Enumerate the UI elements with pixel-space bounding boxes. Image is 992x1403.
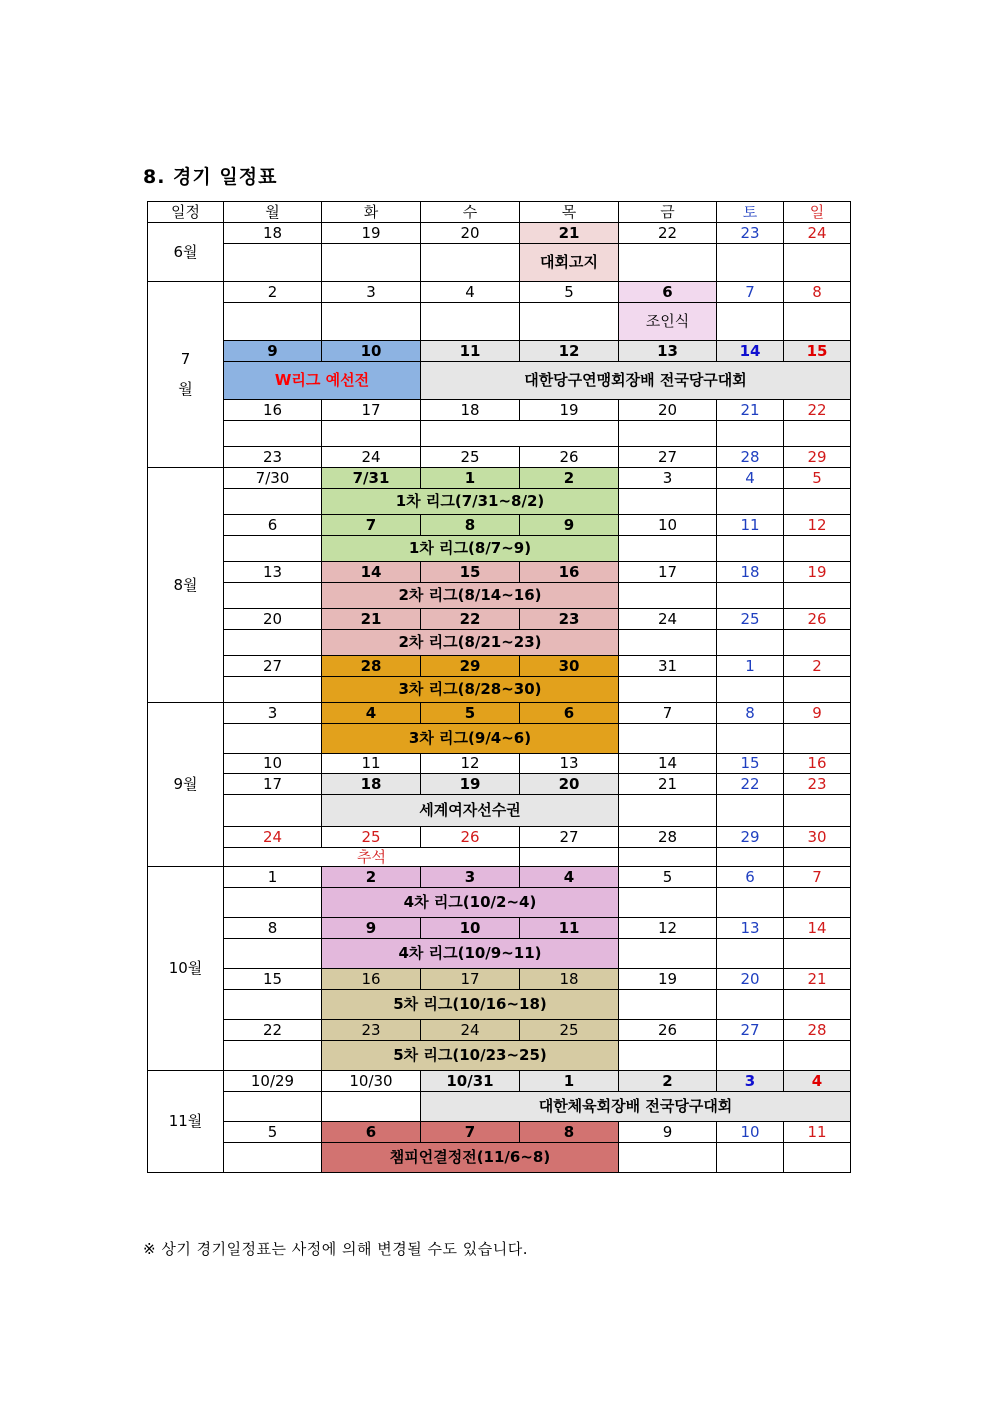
day-cell: 19 xyxy=(619,969,717,990)
day-cell: 31 xyxy=(619,656,717,677)
event-league: 3차 리그(8/28~30) xyxy=(322,677,619,703)
day-cell: 6 xyxy=(322,1122,421,1143)
day-cell: 21 xyxy=(322,609,421,630)
day-cell: 24 xyxy=(322,447,421,468)
day-cell: 4 xyxy=(784,1071,851,1092)
event-row xyxy=(148,583,851,609)
event-championship: 세계여자선수권 xyxy=(322,795,619,827)
day-cell: 17 xyxy=(224,774,322,795)
day-cell: 19 xyxy=(784,562,851,583)
event-tournament: 대한체육회장배 전국당구대회 xyxy=(421,1092,851,1122)
day-cell: 4 xyxy=(520,867,619,888)
day-cell: 22 xyxy=(717,774,784,795)
day-cell: 18 xyxy=(421,400,520,421)
day-cell: 2 xyxy=(619,1071,717,1092)
week-row xyxy=(148,1071,851,1092)
day-cell: 11 xyxy=(784,1122,851,1143)
event-row xyxy=(148,795,851,827)
day-cell: 4 xyxy=(421,282,520,303)
event-row xyxy=(148,489,851,515)
header-cell: 월 xyxy=(224,202,322,223)
day-cell: 7/31 xyxy=(322,468,421,489)
event-row xyxy=(148,303,851,341)
day-cell: 14 xyxy=(784,918,851,939)
day-cell: 17 xyxy=(619,562,717,583)
day-cell: 23 xyxy=(224,447,322,468)
event-row xyxy=(148,1041,851,1071)
day-cell: 30 xyxy=(784,827,851,848)
week-row xyxy=(148,447,851,468)
day-cell: 1 xyxy=(520,1071,619,1092)
header-cell: 일 xyxy=(784,202,851,223)
week-row xyxy=(148,867,851,888)
day-cell: 10/29 xyxy=(224,1071,322,1092)
day-cell: 26 xyxy=(619,1020,717,1041)
week-row xyxy=(148,827,851,848)
event-row xyxy=(148,536,851,562)
event-row xyxy=(148,630,851,656)
day-cell: 5 xyxy=(421,703,520,724)
day-cell: 6 xyxy=(619,282,717,303)
month-label xyxy=(148,282,224,468)
day-cell: 22 xyxy=(421,609,520,630)
event-row xyxy=(148,677,851,703)
day-cell: 16 xyxy=(224,400,322,421)
week-row xyxy=(148,969,851,990)
day-cell: 18 xyxy=(322,774,421,795)
day-cell: 8 xyxy=(224,918,322,939)
day-cell: 5 xyxy=(619,867,717,888)
day-cell: 7/30 xyxy=(224,468,322,489)
day-cell: 9 xyxy=(224,341,322,362)
day-cell: 19 xyxy=(421,774,520,795)
day-cell: 20 xyxy=(520,774,619,795)
schedule-table xyxy=(147,201,851,1173)
day-cell: 10 xyxy=(224,754,322,774)
month-label: 9월 xyxy=(148,703,224,867)
month-label-part: 월 xyxy=(178,380,193,398)
day-cell: 5 xyxy=(520,282,619,303)
day-cell: 25 xyxy=(421,447,520,468)
day-cell: 15 xyxy=(421,562,520,583)
day-cell: 12 xyxy=(520,341,619,362)
event-ceremony: 조인식 xyxy=(619,303,717,341)
day-cell: 21 xyxy=(784,969,851,990)
day-cell: 7 xyxy=(619,703,717,724)
event-row xyxy=(148,1092,851,1122)
day-cell: 10/30 xyxy=(322,1071,421,1092)
day-cell: 20 xyxy=(619,400,717,421)
day-cell: 21 xyxy=(520,223,619,244)
event-tournament: 대한당구연맹회장배 전국당구대회 xyxy=(421,362,851,400)
day-cell: 12 xyxy=(784,515,851,536)
day-cell: 20 xyxy=(224,609,322,630)
event-row xyxy=(148,939,851,969)
day-cell: 22 xyxy=(784,400,851,421)
day-cell: 25 xyxy=(717,609,784,630)
day-cell: 8 xyxy=(421,515,520,536)
day-cell: 25 xyxy=(322,827,421,848)
day-cell: 14 xyxy=(619,754,717,774)
event-row xyxy=(148,848,851,867)
day-cell: 26 xyxy=(520,447,619,468)
day-cell: 21 xyxy=(717,400,784,421)
day-cell: 19 xyxy=(322,223,421,244)
day-cell: 23 xyxy=(322,1020,421,1041)
week-row xyxy=(148,918,851,939)
day-cell: 6 xyxy=(717,867,784,888)
holiday-label: 추석 xyxy=(224,848,520,867)
day-cell: 23 xyxy=(784,774,851,795)
day-cell: 7 xyxy=(421,1122,520,1143)
week-row xyxy=(148,703,851,724)
day-cell: 27 xyxy=(224,656,322,677)
day-cell: 13 xyxy=(224,562,322,583)
day-cell: 24 xyxy=(619,609,717,630)
day-cell: 1 xyxy=(224,867,322,888)
event-final: 챔피언결정전(11/6~8) xyxy=(322,1143,619,1173)
day-cell: 5 xyxy=(224,1122,322,1143)
month-label-part: 7 xyxy=(180,350,191,368)
header-cell: 수 xyxy=(421,202,520,223)
day-cell: 16 xyxy=(784,754,851,774)
event-row xyxy=(148,421,851,447)
week-row xyxy=(148,341,851,362)
header-row xyxy=(148,202,851,223)
day-cell: 9 xyxy=(619,1122,717,1143)
month-label: 8월 xyxy=(148,468,224,703)
event-league: 3차 리그(9/4~6) xyxy=(322,724,619,754)
day-cell: 27 xyxy=(717,1020,784,1041)
event-league: 5차 리그(10/23~25) xyxy=(322,1041,619,1071)
day-cell: 28 xyxy=(322,656,421,677)
day-cell: 3 xyxy=(224,703,322,724)
day-cell: 26 xyxy=(421,827,520,848)
event-row xyxy=(148,244,851,282)
day-cell: 3 xyxy=(322,282,421,303)
day-cell: 16 xyxy=(520,562,619,583)
day-cell: 18 xyxy=(520,969,619,990)
day-cell: 25 xyxy=(520,1020,619,1041)
day-cell: 28 xyxy=(619,827,717,848)
day-cell: 3 xyxy=(421,867,520,888)
week-row xyxy=(148,1122,851,1143)
day-cell: 3 xyxy=(619,468,717,489)
event-row xyxy=(148,990,851,1020)
week-row xyxy=(148,400,851,421)
day-cell: 11 xyxy=(421,341,520,362)
day-cell: 24 xyxy=(784,223,851,244)
day-cell: 7 xyxy=(784,867,851,888)
week-row xyxy=(148,754,851,774)
day-cell: 8 xyxy=(784,282,851,303)
day-cell: 16 xyxy=(322,969,421,990)
event-league: 4차 리그(10/9~11) xyxy=(322,939,619,969)
day-cell: 18 xyxy=(717,562,784,583)
header-cell: 목 xyxy=(520,202,619,223)
day-cell: 10 xyxy=(717,1122,784,1143)
day-cell: 1 xyxy=(717,656,784,677)
page-title: 8. 경기 일정표 xyxy=(143,166,278,188)
week-row xyxy=(148,282,851,303)
day-cell: 28 xyxy=(717,447,784,468)
day-cell: 10 xyxy=(421,918,520,939)
day-cell: 27 xyxy=(619,447,717,468)
day-cell: 28 xyxy=(784,1020,851,1041)
day-cell: 4 xyxy=(322,703,421,724)
day-cell: 22 xyxy=(224,1020,322,1041)
day-cell: 6 xyxy=(520,703,619,724)
day-cell: 10/31 xyxy=(421,1071,520,1092)
day-cell: 13 xyxy=(520,754,619,774)
day-cell: 26 xyxy=(784,609,851,630)
event-wleague: W리그 예선전 xyxy=(224,362,421,400)
day-cell: 11 xyxy=(520,918,619,939)
day-cell: 9 xyxy=(784,703,851,724)
day-cell: 13 xyxy=(619,341,717,362)
day-cell: 2 xyxy=(520,468,619,489)
day-cell: 9 xyxy=(322,918,421,939)
day-cell: 24 xyxy=(421,1020,520,1041)
event-league: 2차 리그(8/21~23) xyxy=(322,630,619,656)
day-cell: 21 xyxy=(619,774,717,795)
day-cell: 23 xyxy=(717,223,784,244)
day-cell: 19 xyxy=(520,400,619,421)
week-row xyxy=(148,774,851,795)
week-row xyxy=(148,468,851,489)
footnote: ※ 상기 경기일정표는 사정에 의해 변경될 수도 있습니다. xyxy=(143,1240,528,1258)
week-row xyxy=(148,609,851,630)
event-notice: 대회고지 xyxy=(520,244,619,282)
week-row xyxy=(148,515,851,536)
week-row xyxy=(148,656,851,677)
day-cell: 3 xyxy=(717,1071,784,1092)
day-cell: 11 xyxy=(322,754,421,774)
day-cell: 7 xyxy=(322,515,421,536)
day-cell: 29 xyxy=(421,656,520,677)
day-cell: 20 xyxy=(717,969,784,990)
day-cell: 7 xyxy=(717,282,784,303)
event-league: 1차 리그(8/7~9) xyxy=(322,536,619,562)
month-label: 10월 xyxy=(148,867,224,1071)
day-cell: 2 xyxy=(224,282,322,303)
event-league: 1차 리그(7/31~8/2) xyxy=(322,489,619,515)
day-cell: 15 xyxy=(717,754,784,774)
day-cell: 17 xyxy=(322,400,421,421)
day-cell: 23 xyxy=(520,609,619,630)
day-cell: 29 xyxy=(717,827,784,848)
day-cell: 27 xyxy=(520,827,619,848)
day-cell: 17 xyxy=(421,969,520,990)
event-row xyxy=(148,888,851,918)
day-cell: 2 xyxy=(784,656,851,677)
header-cell: 금 xyxy=(619,202,717,223)
day-cell: 29 xyxy=(784,447,851,468)
day-cell: 18 xyxy=(224,223,322,244)
day-cell: 9 xyxy=(520,515,619,536)
day-cell: 5 xyxy=(784,468,851,489)
day-cell: 11 xyxy=(717,515,784,536)
event-league: 5차 리그(10/16~18) xyxy=(322,990,619,1020)
day-cell: 12 xyxy=(421,754,520,774)
day-cell: 10 xyxy=(322,341,421,362)
month-label: 11월 xyxy=(148,1071,224,1173)
event-league: 4차 리그(10/2~4) xyxy=(322,888,619,918)
week-row xyxy=(148,223,851,244)
day-cell: 15 xyxy=(784,341,851,362)
day-cell: 15 xyxy=(224,969,322,990)
header-cell: 토 xyxy=(717,202,784,223)
day-cell: 20 xyxy=(421,223,520,244)
day-cell: 22 xyxy=(619,223,717,244)
day-cell: 14 xyxy=(322,562,421,583)
week-row xyxy=(148,562,851,583)
day-cell: 24 xyxy=(224,827,322,848)
day-cell: 13 xyxy=(717,918,784,939)
day-cell: 12 xyxy=(619,918,717,939)
header-cell: 화 xyxy=(322,202,421,223)
header-cell: 일정 xyxy=(148,202,224,223)
day-cell: 10 xyxy=(619,515,717,536)
event-row xyxy=(148,362,851,400)
day-cell: 30 xyxy=(520,656,619,677)
day-cell: 14 xyxy=(717,341,784,362)
day-cell: 8 xyxy=(717,703,784,724)
event-row xyxy=(148,1143,851,1173)
week-row xyxy=(148,1020,851,1041)
event-league: 2차 리그(8/14~16) xyxy=(322,583,619,609)
month-label: 6월 xyxy=(148,223,224,282)
event-row xyxy=(148,724,851,754)
day-cell: 1 xyxy=(421,468,520,489)
day-cell: 8 xyxy=(520,1122,619,1143)
day-cell: 4 xyxy=(717,468,784,489)
day-cell: 6 xyxy=(224,515,322,536)
day-cell: 2 xyxy=(322,867,421,888)
